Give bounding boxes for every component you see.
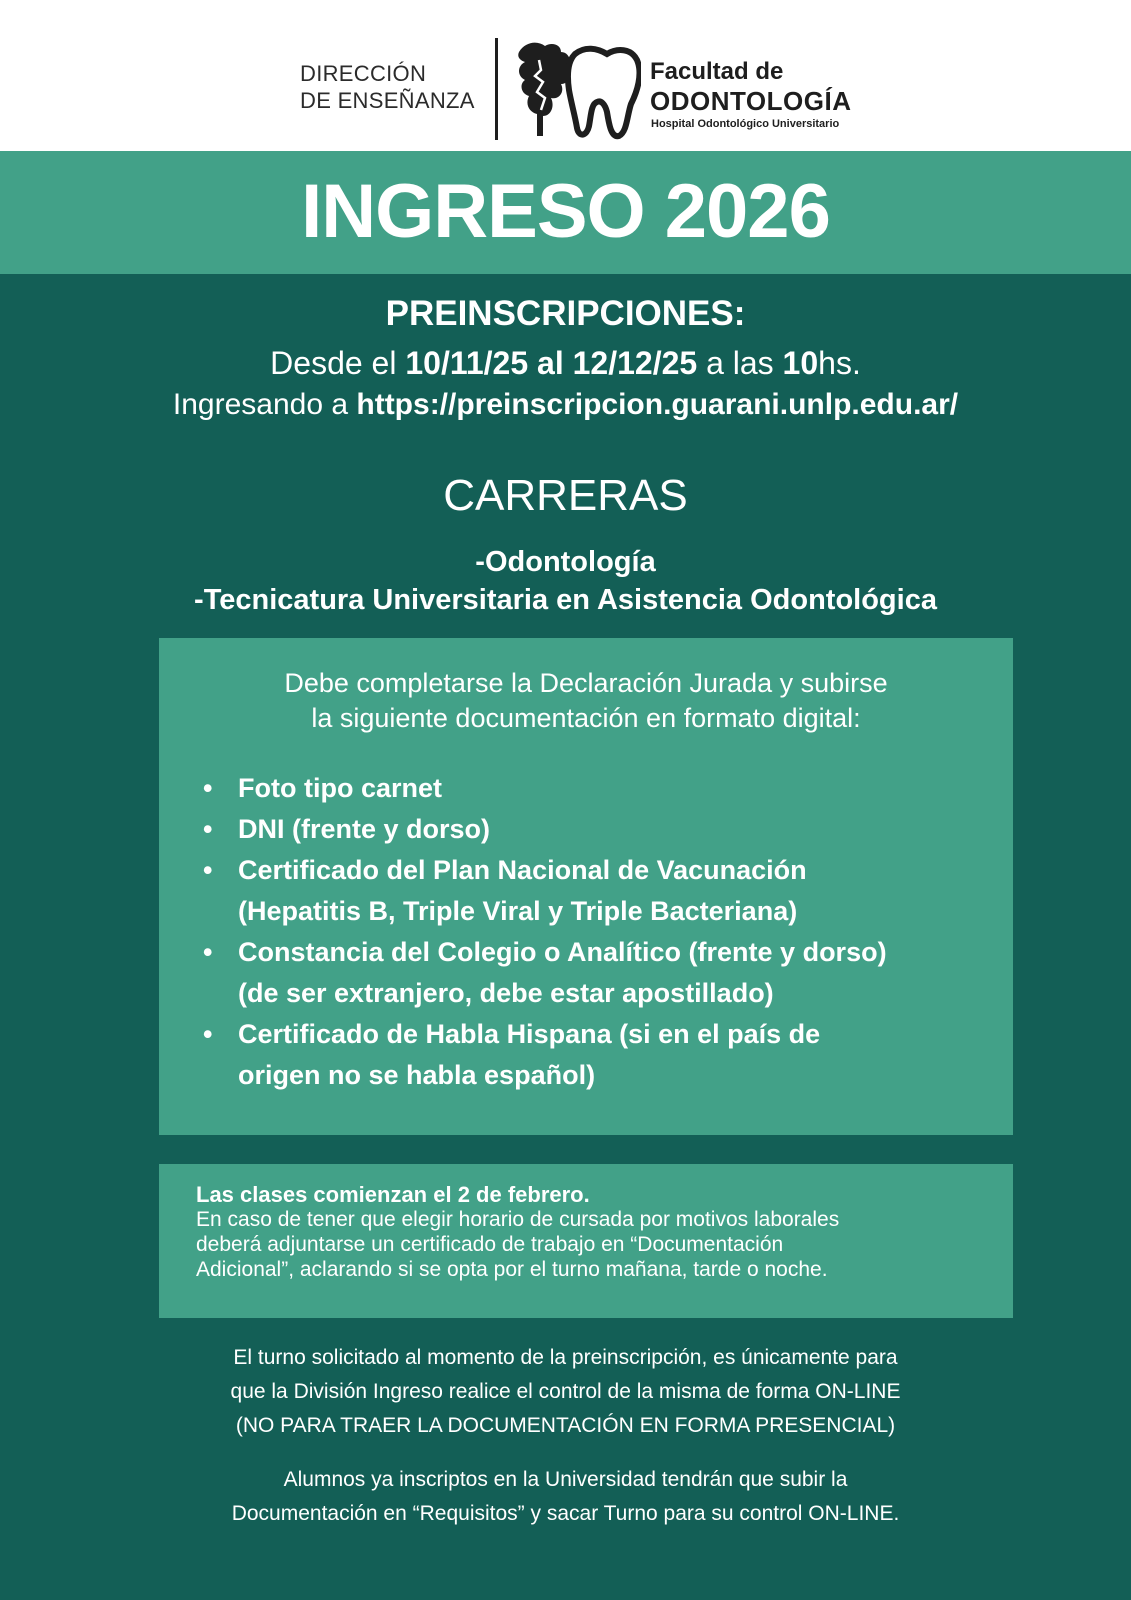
dates-suffix: hs. <box>818 345 861 381</box>
requirement-text: Certificado del Plan Nacional de Vacunación <box>238 855 807 885</box>
preinscripcion-link-line <box>0 385 1131 425</box>
faculty-logo-icon <box>515 40 641 140</box>
carreras-heading: CARRERAS <box>443 471 688 520</box>
requirement-text: (Hepatitis B, Triple Viral y Triple Bacteriana) <box>238 896 798 926</box>
turno-note-line-2: que la División Ingreso realice el control de la misma de forma ON-LINE <box>230 1380 901 1403</box>
direccion-ensenanza-label <box>300 60 475 114</box>
requirement-text: Certificado de Habla Hispana (si en el país de <box>238 1019 821 1049</box>
requirement-text: Foto tipo carnet <box>238 773 442 803</box>
turno-note-line-3: (NO PARA TRAER LA DOCUMENTACIÓN EN FORMA PRESENCIAL) <box>235 1414 896 1437</box>
requirement-text: origen no se habla español) <box>238 1060 596 1090</box>
clases-info-text <box>196 1182 996 1282</box>
list-item <box>201 768 991 809</box>
facultad-title: Facultad de <box>650 58 784 85</box>
bullet-icon: • <box>203 937 213 967</box>
preinscripciones-dates <box>0 342 1131 384</box>
preinscripciones-heading: PREINSCRIPCIONES: <box>385 294 746 333</box>
preinscripcion-link[interactable]: https://preinscripcion.guarani.unlp.edu.ar/ <box>356 388 959 421</box>
career-item-odontologia: -Odontología <box>475 546 656 578</box>
list-item <box>201 809 991 850</box>
career-item-tecnicatura: -Tecnicatura Universitaria en Asistencia Odontológica <box>194 584 937 616</box>
alumnos-note-line-1: Alumnos ya inscriptos en la Universidad tendrán que subir la <box>283 1468 848 1491</box>
turno-note-line-1: El turno solicitado al momento de la preinscripción, es únicamente para <box>233 1346 898 1369</box>
alumnos-note <box>0 1463 1131 1531</box>
bullet-icon: • <box>203 814 213 844</box>
alumnos-note-line-2: Documentación en “Requisitos” y sacar Turno para su control ON-LINE. <box>231 1502 900 1525</box>
dates-range: 10/11/25 al 12/12/25 <box>405 345 698 381</box>
clases-line-3: Adicional”, aclarando si se opta por el turno mañana, tarde o noche. <box>196 1258 828 1281</box>
page-title: INGRESO 2026 <box>301 169 830 254</box>
clases-line-1: En caso de tener que elegir horario de cursada por motivos laborales <box>196 1208 840 1231</box>
requirement-text: DNI (frente y dorso) <box>238 814 491 844</box>
clases-start-date: Las clases comienzan el 2 de febrero. <box>196 1182 590 1207</box>
list-item <box>201 932 991 1014</box>
documentation-box <box>159 638 1013 1135</box>
facultad-subtitle: Hospital Odontológico Universitario <box>651 118 840 130</box>
clases-info-box <box>159 1164 1013 1318</box>
clases-line-2: deberá adjuntarse un certificado de trabajo en “Documentación <box>196 1233 784 1256</box>
dates-mid: a las <box>697 345 783 381</box>
facultad-name: ODONTOLOGÍA <box>650 86 852 116</box>
header-divider <box>495 38 498 140</box>
documentation-intro-line-2: la siguiente documentación en formato digital: <box>311 703 861 733</box>
requirements-list <box>201 768 991 1096</box>
bullet-icon: • <box>203 773 213 803</box>
documentation-intro-line-1: Debe completarse la Declaración Jurada y subirse <box>284 668 888 698</box>
requirement-text: (de ser extranjero, debe estar apostillado) <box>238 978 774 1008</box>
bullet-icon: • <box>203 1019 213 1049</box>
link-prefix: Ingresando a <box>172 388 357 421</box>
list-item <box>201 850 991 932</box>
bullet-icon: • <box>203 855 213 885</box>
direccion-line-1: DIRECCIÓN <box>300 61 427 86</box>
dates-hour: 10 <box>782 345 819 381</box>
documentation-intro <box>159 666 1013 736</box>
turno-note <box>0 1341 1131 1443</box>
direccion-line-2: DE ENSEÑANZA <box>300 88 475 113</box>
dates-prefix: Desde el <box>270 345 406 381</box>
list-item <box>201 1014 991 1096</box>
requirement-text: Constancia del Colegio o Analítico (frente y dorso) <box>238 937 887 967</box>
